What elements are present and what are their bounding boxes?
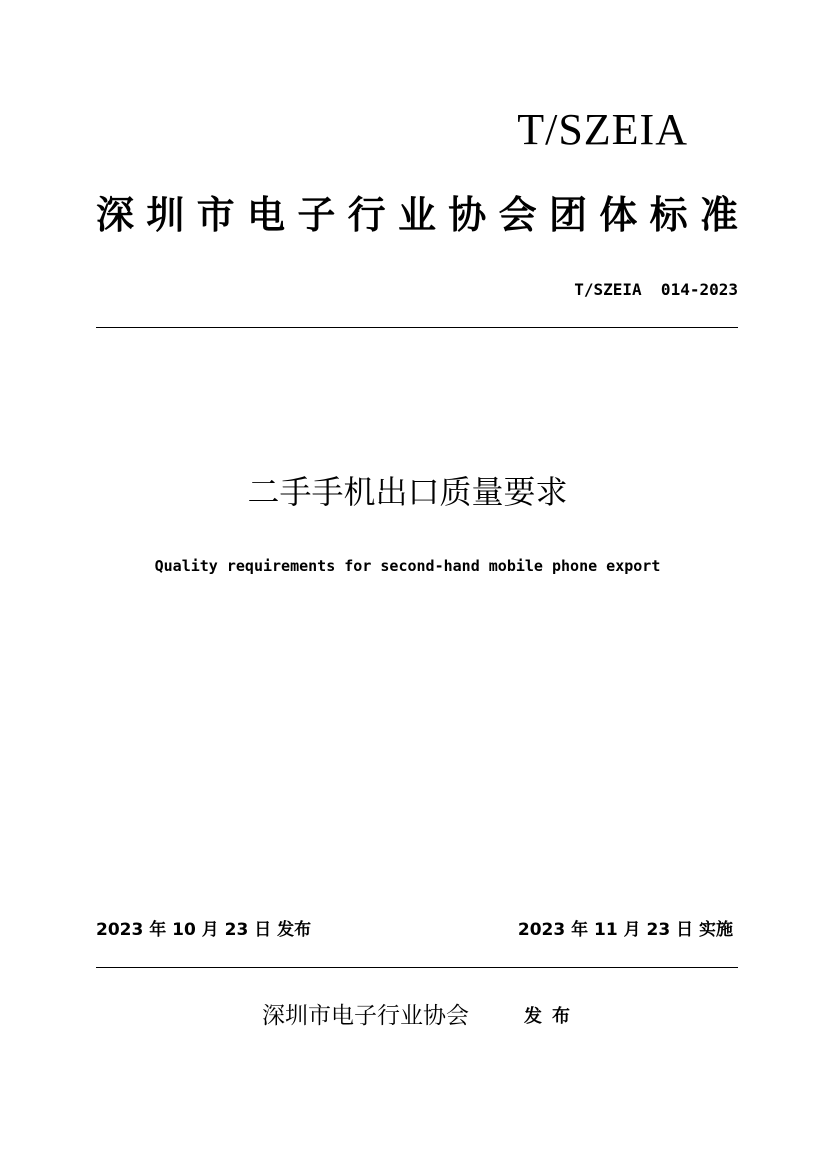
issue-date: 2023 年 10 月 23 日 发布 <box>96 920 312 940</box>
publish-label: 发布 <box>524 1006 580 1027</box>
heading-char: 电 <box>246 193 285 237</box>
heading-char: 深 <box>96 193 135 237</box>
heading-char: 市 <box>196 193 235 237</box>
heading-char: 业 <box>397 193 436 237</box>
heading-char: 标 <box>649 193 688 237</box>
publisher-name: 深圳市电子行业协会 <box>262 1003 469 1029</box>
heading-char: 行 <box>347 193 386 237</box>
organization-standard-heading <box>96 190 738 240</box>
heading-char: 圳 <box>146 193 185 237</box>
heading-char: 协 <box>448 193 487 237</box>
heading-char: 团 <box>548 193 587 237</box>
heading-char: 体 <box>599 193 638 237</box>
document-title-chinese: 二手手机出口质量要求 <box>247 473 568 511</box>
heading-char: 会 <box>498 193 537 237</box>
top-divider <box>96 327 738 328</box>
bottom-divider <box>96 967 738 968</box>
implementation-date: 2023 年 11 月 23 日 实施 <box>517 920 733 940</box>
heading-char: 准 <box>699 193 738 237</box>
standard-number: T/SZEIA 014-2023 <box>574 280 738 299</box>
document-title-english: Quality requirements for second-hand mobile phone export <box>154 557 661 575</box>
standard-logo-code: T/SZEIA <box>517 105 688 154</box>
heading-char: 子 <box>297 193 336 237</box>
